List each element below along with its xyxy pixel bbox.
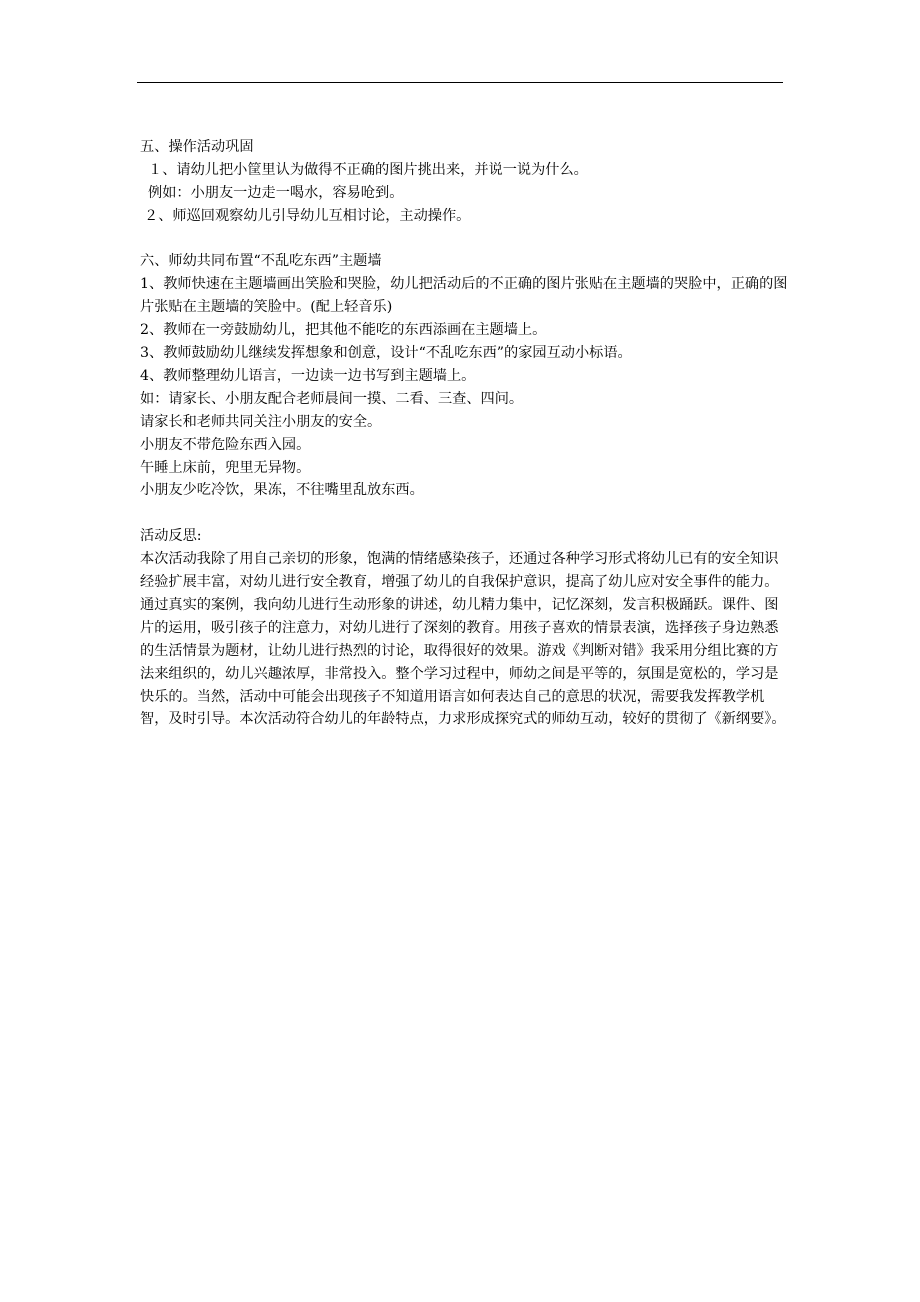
- blank-line: [140, 228, 790, 251]
- slogan-line: 小朋友少吃冷饮，果冻，不往嘴里乱放东西。: [140, 482, 424, 499]
- document-body: [140, 136, 790, 731]
- section-6-item-4: 4、教师整理幼儿语言，一边读一边书写到主题墙上。: [140, 367, 476, 384]
- section-5-item-1: １、请幼儿把小筐里认为做得不正确的图片挑出来，并说一说为什么。: [148, 161, 588, 178]
- section-5-heading: 五、操作活动巩固: [140, 139, 254, 155]
- header-rule: [137, 82, 783, 83]
- slogan-line: 小朋友不带危险东西入园。: [140, 436, 311, 453]
- slogan-line: 请家长和老师共同关注小朋友的安全。: [140, 413, 382, 430]
- blank-line: [140, 502, 790, 525]
- slogan-line: 午睡上床前，兜里无异物。: [140, 459, 311, 476]
- section-6-item-1: 1、教师快速在主题墙画出笑脸和哭脸，幼儿把活动后的不正确的图片张贴在主题墙的哭脸中，正确的图片张贴在主题墙的笑脸中。(配上轻音乐): [140, 276, 788, 316]
- section-5-example: 例如：小朋友一边走一喝水，容易呛到。: [148, 184, 404, 201]
- section-6-item-3: 3、教师鼓励幼儿继续发挥想象和创意，设计“不乱吃东西”的家园互动小标语。: [140, 345, 632, 362]
- section-6-item-2: 2、教师在一旁鼓励幼儿，把其他不能吃的东西添画在主题墙上。: [140, 322, 547, 339]
- reflection-paragraph: 本次活动我除了用自己亲切的形象，饱满的情绪感染孩子，还通过各种学习形式将幼儿已有的安全知识经验扩展丰富，对幼儿进行安全教育，增强了幼儿的自我保护意识，提高了幼儿应对安全事件的能力。通过真实的案例，我向幼儿进行生动形象的讲述，幼儿精力集中，记忆深刻，发言积极踊跃。课件、图片的运用，吸引孩子的注意力，对幼儿进行了深刻的教育。用孩子喜欢的情景表演，选择孩子身边熟悉的生活情景为题材，让幼儿进行热烈的讨论，取得很好的效果。游戏《判断对错》我采用分组比赛的方法来组织的，幼儿兴趣浓厚，非常投入。整个学习过程中，师幼之间是平等的，氛围是宽松的，学习是快乐的。当然，活动中可能会出现孩子不知道用语言如何表达自己的意思的状况，需要我发挥教学机智，及时引导。本次活动符合幼儿的年龄特点，力求形成探究式的师幼互动，较好的贯彻了《新纲要》。: [140, 551, 786, 728]
- slogan-line: 如：请家长、小朋友配合老师晨间一摸、二看、三查、四问。: [140, 390, 524, 407]
- section-5-item-2: ２、师巡回观察幼儿引导幼儿互相讨论，主动操作。: [144, 207, 471, 224]
- section-6-heading: 六、师幼共同布置“不乱吃东西”主题墙: [140, 253, 382, 270]
- reflection-heading: 活动反思:: [140, 528, 202, 545]
